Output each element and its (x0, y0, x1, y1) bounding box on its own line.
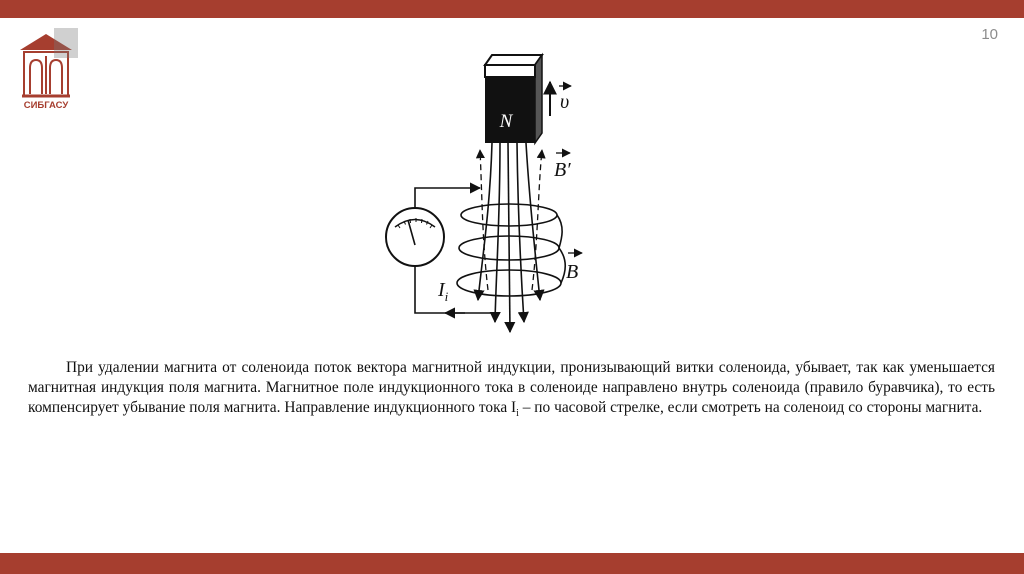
svg-text:Ii (437, 279, 449, 304)
induced-field-label: B′ (554, 159, 571, 181)
slide-number: 10 (981, 26, 998, 43)
university-logo (14, 28, 78, 116)
current-label-group (437, 279, 449, 304)
magnet-pole-label: N (499, 111, 513, 132)
galvanometer-icon (386, 208, 444, 266)
bar-magnet (485, 55, 542, 143)
velocity-label: υ (560, 91, 570, 113)
velocity-vector (550, 82, 571, 116)
paragraph-text-start: При удалении магнита от соленоида поток вектора магнитной индукции, пронизывающий витки соленоида, убывает, так как уменьшается магнитная индукция поля магнита. Магнитное поле индукционного тока в соленоиде направлено внутрь соленоида (правило буравчика), то есть компенсирует убывание поля магнита. Направление индукционного тока I (28, 359, 995, 416)
solenoid-coils (457, 204, 565, 296)
logo-text: СИБГАСУ (23, 100, 69, 111)
explanation-paragraph (28, 358, 995, 424)
paragraph-subscript: i (516, 408, 519, 420)
paragraph-text-end: – по часовой стрелке, если смотреть на соленоид со стороны магнита. (518, 399, 983, 416)
top-accent-band (0, 0, 1024, 18)
magnet-field-label-group (566, 253, 582, 283)
current-label: I (438, 279, 445, 301)
current-subscript: i (444, 289, 449, 304)
bottom-accent-band (0, 553, 1024, 574)
magnet-field-label: B (566, 261, 579, 283)
solenoid-magnet-diagram (370, 40, 650, 340)
induced-field-label-group (554, 153, 571, 181)
